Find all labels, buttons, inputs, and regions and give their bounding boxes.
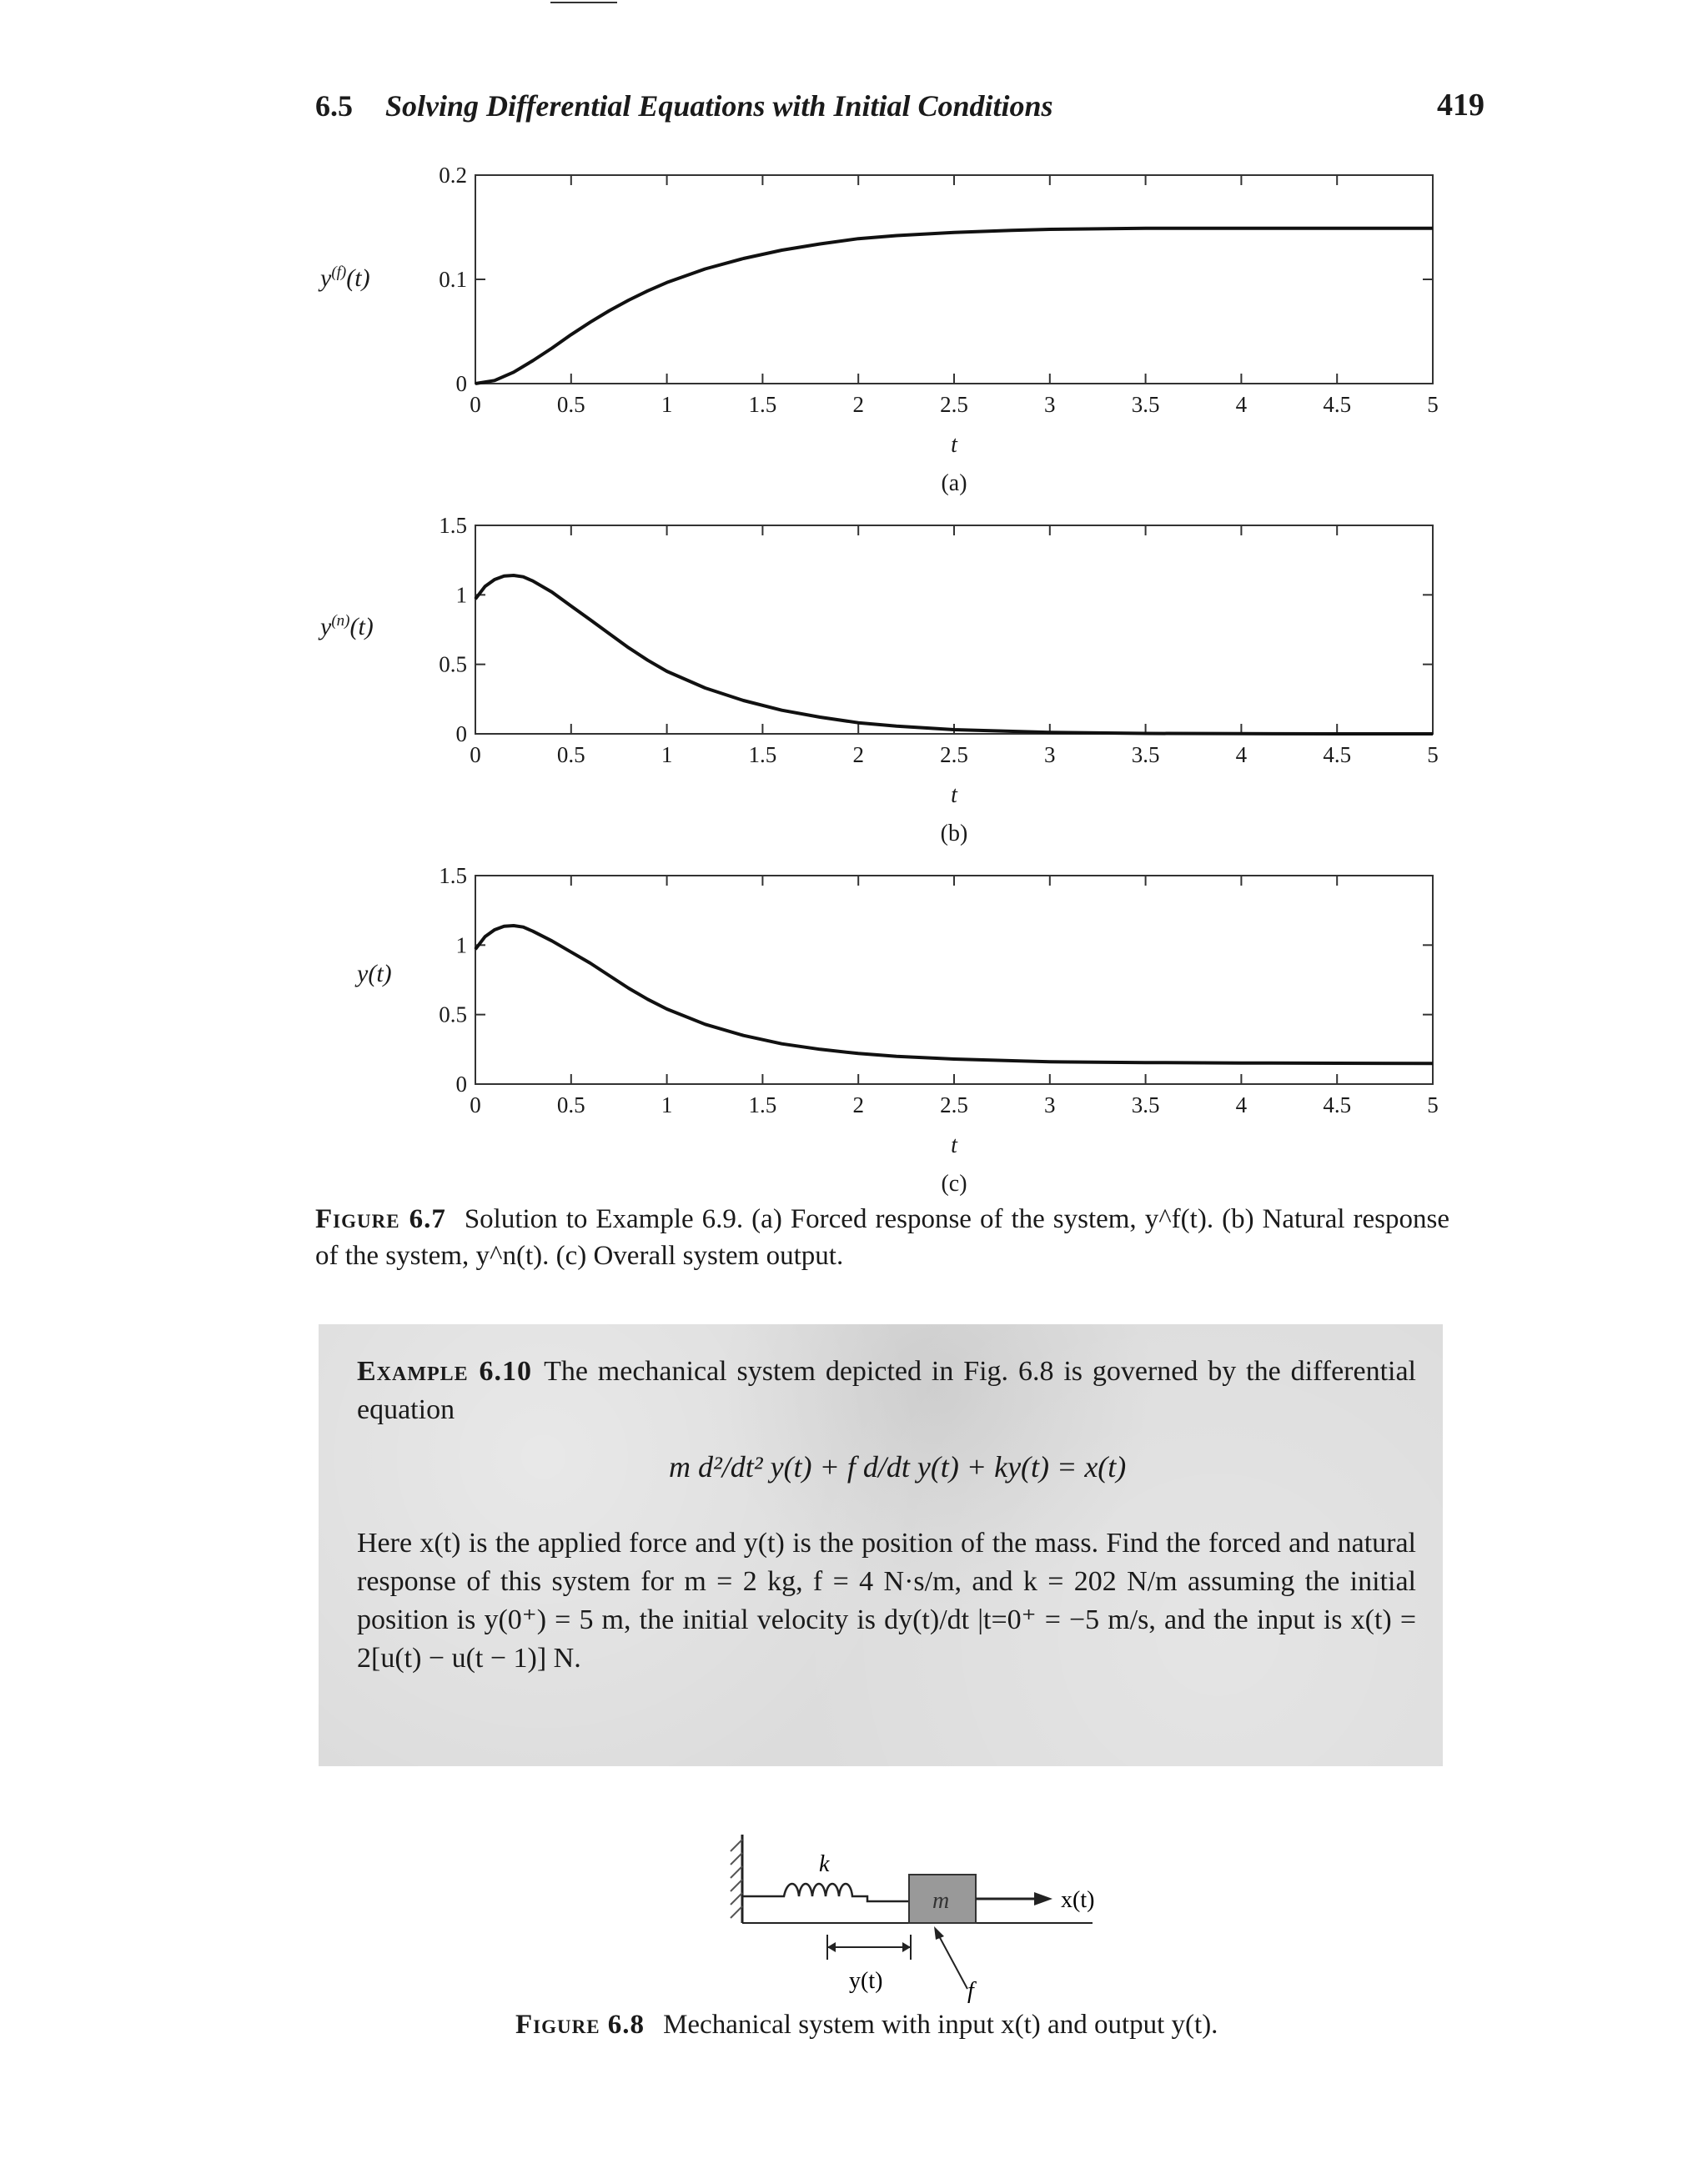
x-tick-label: 0.5 bbox=[556, 392, 585, 417]
x-tick-label: 4 bbox=[1235, 1092, 1248, 1117]
y-tick-label: 0.5 bbox=[439, 651, 467, 677]
y-tick-label: 1.5 bbox=[439, 863, 467, 888]
running-head bbox=[315, 88, 1053, 123]
plot-frame bbox=[475, 175, 1433, 384]
x-tick-label: 4 bbox=[1235, 392, 1248, 417]
x-tick-label: 1 bbox=[661, 1092, 673, 1117]
force-arrow-head bbox=[1034, 1892, 1052, 1905]
figure-6-8-label: Figure 6.8 bbox=[515, 2010, 646, 2040]
y-tick-label: 0.1 bbox=[439, 267, 467, 292]
x-tick-label: 5 bbox=[1427, 1092, 1439, 1117]
figure-6-7-caption bbox=[315, 1201, 1449, 1274]
example-label: Example 6.10 bbox=[357, 1356, 533, 1387]
plot-b bbox=[0, 513, 1708, 867]
mass-label: m bbox=[932, 1888, 950, 1914]
y-tick-label: 0.5 bbox=[439, 1002, 467, 1027]
x-tick-label: 4 bbox=[1235, 742, 1248, 767]
figure-6-8-text: Mechanical system with input x(t) and output y(t). bbox=[663, 2010, 1218, 2040]
spring-label: k bbox=[819, 1851, 830, 1877]
ylabel-a: $y^{(f)}(t)$ bbox=[320, 264, 370, 292]
y-tick-label: 1 bbox=[455, 582, 467, 608]
friction-pointer-head bbox=[934, 1926, 944, 1940]
figure-6-7-label: Figure 6.7 bbox=[315, 1204, 446, 1234]
x-axis-label: t bbox=[951, 432, 957, 458]
figure-6-8-diagram bbox=[726, 1826, 1159, 2026]
x-tick-label: 2 bbox=[852, 742, 864, 767]
plot-c bbox=[0, 863, 1708, 1218]
x-tick-label: 2.5 bbox=[940, 392, 968, 417]
subfigure-label: (b) bbox=[940, 821, 968, 846]
plot-svg-c bbox=[0, 863, 1708, 1218]
x-tick-label: 5 bbox=[1427, 392, 1439, 417]
x-tick-label: 3 bbox=[1044, 1092, 1056, 1117]
wall bbox=[731, 1835, 742, 1923]
example-body: Here x(t) is the applied force and y(t) is the position of the mass. Find the forced and natural response of this system for m = 2 kg, f = 4 N·s/m, and k = 202 N/m assuming the initial position is y(0⁺) = 5 m, the initial velocity is dy(t)/dt |t=0⁺ = −5 m/s, and the input is x(t) = 2[u(t) − u(t − 1)] N. bbox=[357, 1528, 1416, 1674]
example-6-10-box bbox=[319, 1324, 1443, 1766]
input-label: x(t) bbox=[1061, 1887, 1095, 1913]
displacement-marker bbox=[827, 1935, 911, 1960]
x-tick-label: 0 bbox=[470, 392, 481, 417]
response-curve-b bbox=[475, 575, 1433, 734]
x-tick-label: 4.5 bbox=[1323, 1092, 1352, 1117]
plot-a bbox=[0, 163, 1708, 517]
subfigure-label: (a) bbox=[941, 470, 967, 496]
y-tick-label: 0 bbox=[455, 721, 467, 746]
y-tick-label: 0 bbox=[455, 371, 467, 396]
x-axis-label: t bbox=[951, 782, 957, 808]
output-label: y(t) bbox=[849, 1968, 883, 1994]
x-tick-label: 3 bbox=[1044, 392, 1056, 417]
differential-equation: m d²/dt² y(t) + f d/dt y(t) + ky(t) = x(t) bbox=[669, 1450, 1127, 1484]
page-number: 419 bbox=[1437, 88, 1484, 123]
x-tick-label: 1.5 bbox=[748, 1092, 777, 1117]
subfigure-label: (c) bbox=[941, 1171, 967, 1197]
friction-pointer bbox=[937, 1933, 967, 1989]
ylabel-b: $y^{(n)}(t)$ bbox=[320, 612, 374, 640]
x-tick-label: 2 bbox=[852, 392, 864, 417]
plot-frame bbox=[475, 525, 1433, 734]
x-tick-label: 2.5 bbox=[940, 742, 968, 767]
x-tick-label: 3.5 bbox=[1131, 1092, 1160, 1117]
x-tick-label: 5 bbox=[1427, 742, 1439, 767]
x-tick-label: 0 bbox=[470, 1092, 481, 1117]
friction-label: f bbox=[967, 1978, 974, 2004]
x-tick-label: 1.5 bbox=[748, 392, 777, 417]
spring bbox=[742, 1884, 909, 1901]
top-rule bbox=[550, 2, 617, 3]
x-tick-label: 0.5 bbox=[556, 742, 585, 767]
x-tick-label: 3.5 bbox=[1131, 392, 1160, 417]
x-tick-label: 1 bbox=[661, 392, 673, 417]
section-number: 6.5 bbox=[315, 89, 353, 123]
y-tick-label: 0.2 bbox=[439, 163, 467, 188]
ylabel-c: y(t) bbox=[357, 960, 392, 987]
plot-frame bbox=[475, 876, 1433, 1084]
y-tick-label: 0 bbox=[455, 1072, 467, 1097]
x-tick-label: 4.5 bbox=[1323, 392, 1352, 417]
y-tick-label: 1.5 bbox=[439, 513, 467, 538]
x-tick-label: 3.5 bbox=[1131, 742, 1160, 767]
example-intro-text: The mechanical system depicted in Fig. 6.8 is governed by the differential equation bbox=[357, 1356, 1416, 1425]
plot-svg-b bbox=[0, 513, 1708, 867]
x-tick-label: 1 bbox=[661, 742, 673, 767]
response-curve-c bbox=[475, 926, 1433, 1063]
y-tick-label: 1 bbox=[455, 932, 467, 958]
response-curve-a bbox=[475, 228, 1433, 384]
figure-6-7-text: Solution to Example 6.9. (a) Forced response of the system, y^f(t). (b) Natural response of the system, y^n(t). (c) Overall system output. bbox=[315, 1204, 1449, 1271]
x-tick-label: 2.5 bbox=[940, 1092, 968, 1117]
x-tick-label: 4.5 bbox=[1323, 742, 1352, 767]
x-tick-label: 0.5 bbox=[556, 1092, 585, 1117]
x-tick-label: 1.5 bbox=[748, 742, 777, 767]
figure-6-8-caption bbox=[515, 2006, 1433, 2043]
section-title: Solving Differential Equations with Initial Conditions bbox=[385, 89, 1053, 123]
x-tick-label: 2 bbox=[852, 1092, 864, 1117]
x-tick-label: 3 bbox=[1044, 742, 1056, 767]
x-tick-label: 0 bbox=[470, 742, 481, 767]
x-axis-label: t bbox=[951, 1132, 957, 1158]
plot-svg-a bbox=[0, 163, 1708, 517]
example-intro bbox=[357, 1353, 1416, 1429]
